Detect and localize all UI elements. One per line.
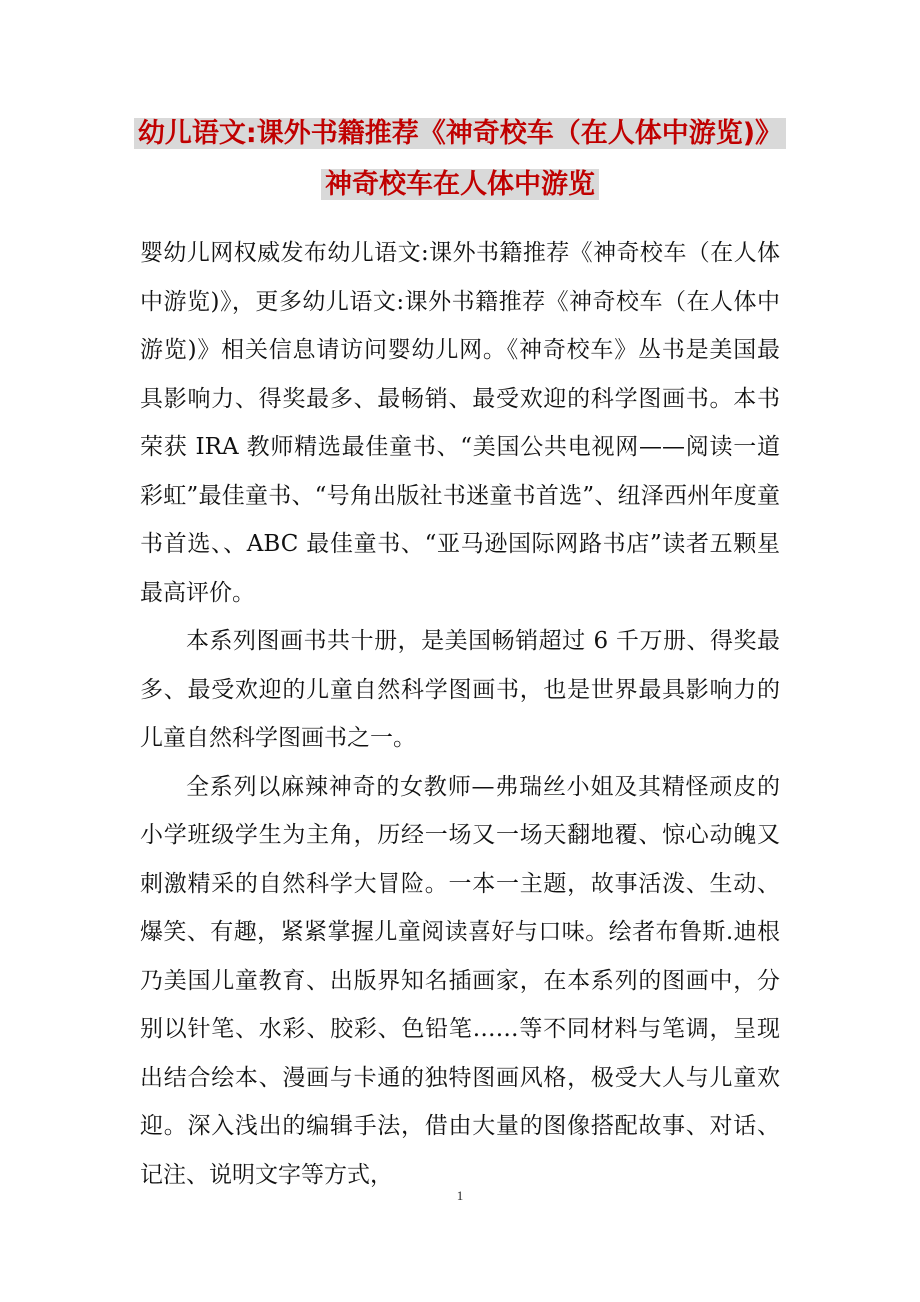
paragraph-series: 本系列图画书共十册，是美国畅销超过 6 千万册、得奖最多、最受欢迎的儿童自然科学图画书，也是世界最具影响力的儿童自然科学图画书之一。 xyxy=(140,628,780,751)
page-number: 1 xyxy=(456,1188,464,1203)
paragraph-description: 全系列以麻辣神奇的女教师—弗瑞丝小姐及其精怪顽皮的小学班级学生为主角，历经一场又一场天翻地覆、惊心动魄又刺激精采的自然科学大冒险。一本一主题，故事活泼、生动、爆笑、有趣，紧紧掌握儿童阅读喜好与口味。绘者布鲁斯.迪根乃美国儿童教育、出版界知名插画家，在本系列的图画中，分别以针笔、水彩、胶彩、色铅笔……等不同材料与笔调，呈现出结合绘本、漫画与卡通的独特图画风格，极受大人与儿童欢迎。深入浅出的编辑手法，借由大量的图像搭配故事、对话、记注、说明文字等方式， xyxy=(140,773,780,1188)
paragraph-intro: 婴幼儿网权威发布幼儿语文:课外书籍推荐《神奇校车（在人体中游览)》，更多幼儿语文:课外书籍推荐《神奇校车（在人体中游览)》相关信息请访问婴幼儿网。《神奇校车》丛书是美国最具影响力、得奖最多、最畅销、最受欢迎的科学图画书。本书荣获 IRA 教师精选最佳童书、“美国公共电视网——阅读一道彩虹”最佳童书、“号角出版社书迷童书首选”、纽泽西州年度童书首选、、ABC 最佳童书、“亚马逊国际网路书店”读者五颗星最高评价。 xyxy=(140,240,780,606)
document-title xyxy=(0,114,920,154)
document-body xyxy=(140,229,780,1199)
document-subtitle xyxy=(0,165,920,205)
document-title-text: 幼儿语文:课外书籍推荐《神奇校车（在人体中游览)》 xyxy=(134,118,786,149)
document-subtitle-text: 神奇校车在人体中游览 xyxy=(321,169,599,200)
